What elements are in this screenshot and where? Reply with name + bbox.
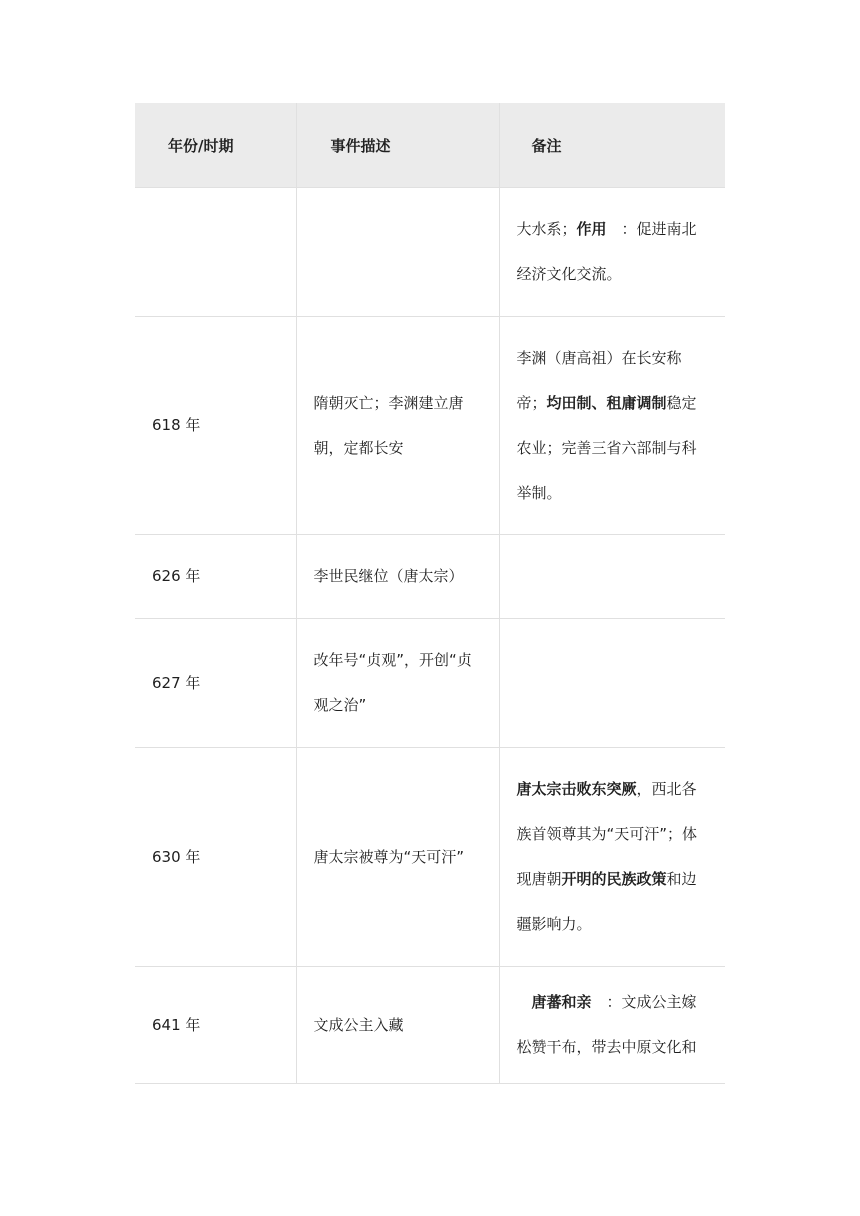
notes-text: ：文成公主嫁松赞干布，带去中原文化和 (516, 993, 697, 1056)
notes-text: ，西北各族首领尊其为“天可汗”；体现唐朝 (516, 780, 698, 888)
notes-cell (499, 619, 725, 748)
event-cell: 李世民继位（唐太宗） (296, 535, 499, 619)
notes-cell (499, 535, 725, 619)
table-header-row (135, 103, 725, 188)
event-cell: 唐太宗被尊为“天可汗” (296, 748, 499, 967)
year-cell: 626 年 (135, 535, 296, 619)
notes-cell (499, 188, 725, 317)
table-row (135, 619, 725, 748)
table-row (135, 188, 725, 317)
notes-emphasis: 开明的民族政策 (561, 870, 667, 888)
header-notes: 备注 (499, 103, 725, 188)
notes-cell (499, 967, 725, 1084)
event-cell: 隋朝灭亡；李渊建立唐朝，定都长安 (296, 317, 499, 535)
notes-text: 和边疆影响力。 (516, 870, 697, 933)
header-year: 年份/时期 (135, 103, 296, 188)
notes-text: 李渊（唐高祖）在长安称帝； (516, 348, 682, 412)
year-cell: 627 年 (135, 619, 296, 748)
history-timeline-table (135, 103, 725, 1084)
notes-text: ：促进南北经济文化交流。 (516, 220, 697, 283)
notes-cell (499, 748, 725, 967)
notes-emphasis: 唐蕃和亲 (516, 993, 592, 1011)
notes-cell (499, 317, 725, 535)
notes-emphasis: 作用 (576, 220, 607, 238)
year-cell (135, 188, 296, 317)
event-cell (296, 188, 499, 317)
year-cell: 641 年 (135, 967, 296, 1084)
year-cell: 630 年 (135, 748, 296, 967)
notes-text: 大水系； (516, 220, 577, 238)
header-event: 事件描述 (296, 103, 499, 188)
table-row (135, 317, 725, 535)
table-row (135, 967, 725, 1084)
notes-emphasis: 唐太宗击败东突厥 (516, 780, 637, 798)
event-cell: 改年号“贞观”，开创“贞观之治” (296, 619, 499, 748)
notes-text: 稳定农业；完善三省六部制与科举制。 (516, 393, 697, 502)
table-row (135, 748, 725, 967)
year-cell: 618 年 (135, 317, 296, 535)
event-cell: 文成公主入藏 (296, 967, 499, 1084)
notes-emphasis: 均田制、租庸调制 (546, 393, 667, 412)
table-row (135, 535, 725, 619)
